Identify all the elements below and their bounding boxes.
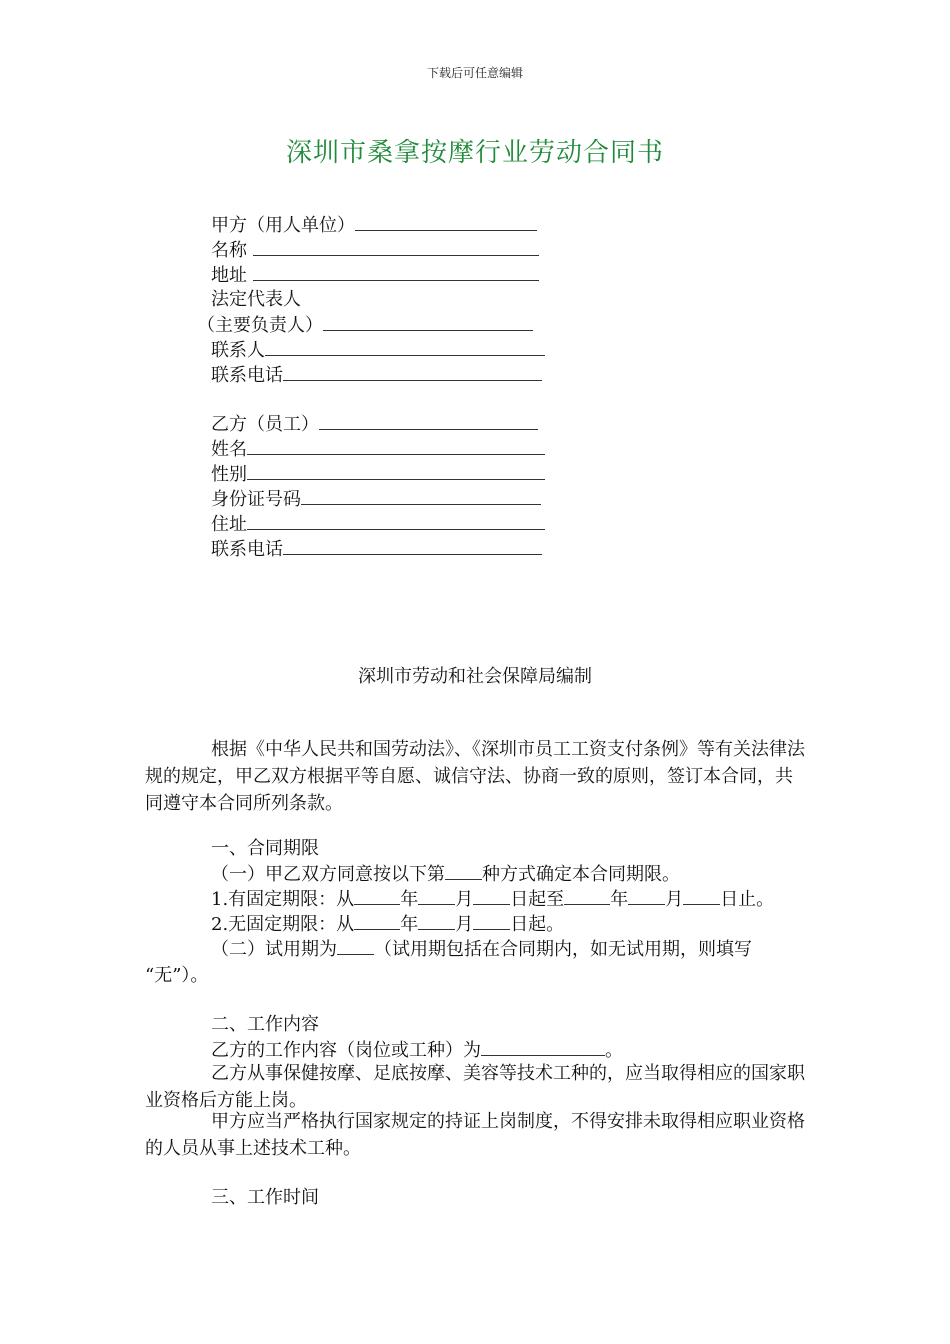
party-a-principal-line [197,312,533,338]
party-a-name-line [211,237,539,263]
day-start-label: 日起。 [510,914,565,935]
party-a-legal-rep-label: 法定代表人 [211,289,301,310]
fixed-start-month-field[interactable] [418,886,455,905]
party-b-phone-label: 联系电话 [211,539,283,560]
party-a-address-label: 地址 [211,265,247,286]
section2-paragraph-3: 甲方应当严格执行国家规定的持证上岗制度，不得安排未取得相应职业资格的人员从事上述技术工种。 [145,1111,805,1159]
year-label: 年 [400,889,419,910]
fixed-term-line [211,886,774,912]
fixed-start-year-field[interactable] [354,886,400,905]
party-b-blank[interactable] [319,411,538,430]
open-term-line [211,911,564,937]
party-a-contact-line [211,337,545,363]
party-b-phone-line [211,536,542,562]
party-a-contact-field[interactable] [265,337,545,356]
party-a-heading-line [211,212,537,238]
section3-heading: 三、工作时间 [211,1187,319,1208]
year-label: 年 [400,914,419,935]
party-a-address-line [211,262,539,288]
open-term-label: 2.无固定期限：从 [211,914,355,935]
work-content-pre: 乙方的工作内容（岗位或工种）为 [211,1040,481,1061]
section2-paragraph-2: 乙方从事保健按摩、足底按摩、美容等技术工种的，应当取得相应的国家职业资格后方能上岗。 [145,1063,805,1111]
work-content-post: 。 [605,1040,623,1061]
party-b-address-label: 住址 [211,514,247,535]
party-b-id-field[interactable] [301,486,541,505]
section2-heading: 二、工作内容 [211,1014,319,1035]
day-from-to-label: 日起至 [510,889,565,910]
open-start-day-field[interactable] [473,911,510,930]
probation-post: （试用期包括在合同期内，如无试用期，则填写 [374,939,752,960]
party-b-address-field[interactable] [247,511,545,530]
section1-item1-pre: （一）甲乙双方同意按以下第 [211,864,445,885]
section1-item1-post: 种方式确定本合同期限。 [482,864,680,885]
month-label: 月 [455,914,474,935]
probation-end: “无”）。 [145,965,209,986]
probation-line [211,936,752,962]
party-b-gender-label: 性别 [211,464,247,485]
party-b-name-field[interactable] [247,436,545,455]
party-b-gender-line [211,461,545,487]
party-b-gender-field[interactable] [247,461,545,480]
party-b-heading-line [211,411,538,437]
party-a-phone-field[interactable] [283,362,542,381]
open-start-year-field[interactable] [354,911,400,930]
open-start-month-field[interactable] [418,911,455,930]
fixed-term-label: 1.有固定期限：从 [211,889,355,910]
header-note: 下载后可任意编辑 [426,66,523,80]
party-b-id-label: 身份证号码 [211,489,301,510]
compiler-note: 深圳市劳动和社会保障局编制 [358,666,592,687]
party-b-heading: 乙方（员工） [211,414,319,435]
party-a-phone-line [211,362,542,388]
year-label: 年 [610,889,629,910]
fixed-end-year-field[interactable] [564,886,610,905]
party-a-phone-label: 联系电话 [211,365,283,386]
party-a-legal-rep-line [211,287,301,312]
method-number-field[interactable] [445,861,482,880]
party-b-id-line [211,486,541,512]
party-b-address-line [211,511,545,537]
party-b-name-label: 姓名 [211,439,247,460]
party-a-address-field[interactable] [253,262,539,281]
fixed-end-month-field[interactable] [628,886,665,905]
probation-pre: （二）试用期为 [211,939,337,960]
day-end-label: 日止。 [720,889,775,910]
party-b-phone-field[interactable] [283,536,542,555]
work-content-field[interactable] [481,1037,605,1056]
month-label: 月 [665,889,684,910]
party-a-principal-field[interactable] [323,312,533,331]
party-a-name-field[interactable] [253,237,539,256]
section1-item1-line [211,861,680,887]
fixed-start-day-field[interactable] [473,886,510,905]
party-a-contact-label: 联系人 [211,340,265,361]
party-a-principal-label: （主要负责人） [197,315,323,336]
intro-paragraph: 根据《中华人民共和国劳动法》、《深圳市员工工资支付条例》等有关法律法规的规定，甲乙双方根据平等自愿、诚信守法、协商一致的原则，签订本合同，共同遵守本合同所列条款。 [145,739,805,814]
section1-heading: 一、合同期限 [211,838,319,859]
month-label: 月 [455,889,474,910]
party-a-name-label: 名称 [211,240,247,261]
party-a-blank[interactable] [355,212,537,231]
fixed-end-day-field[interactable] [683,886,720,905]
party-a-heading: 甲方（用人单位） [211,215,355,236]
document-title: 深圳市桑拿按摩行业劳动合同书 [285,138,664,168]
probation-field[interactable] [337,936,374,955]
party-b-name-line [211,436,545,462]
